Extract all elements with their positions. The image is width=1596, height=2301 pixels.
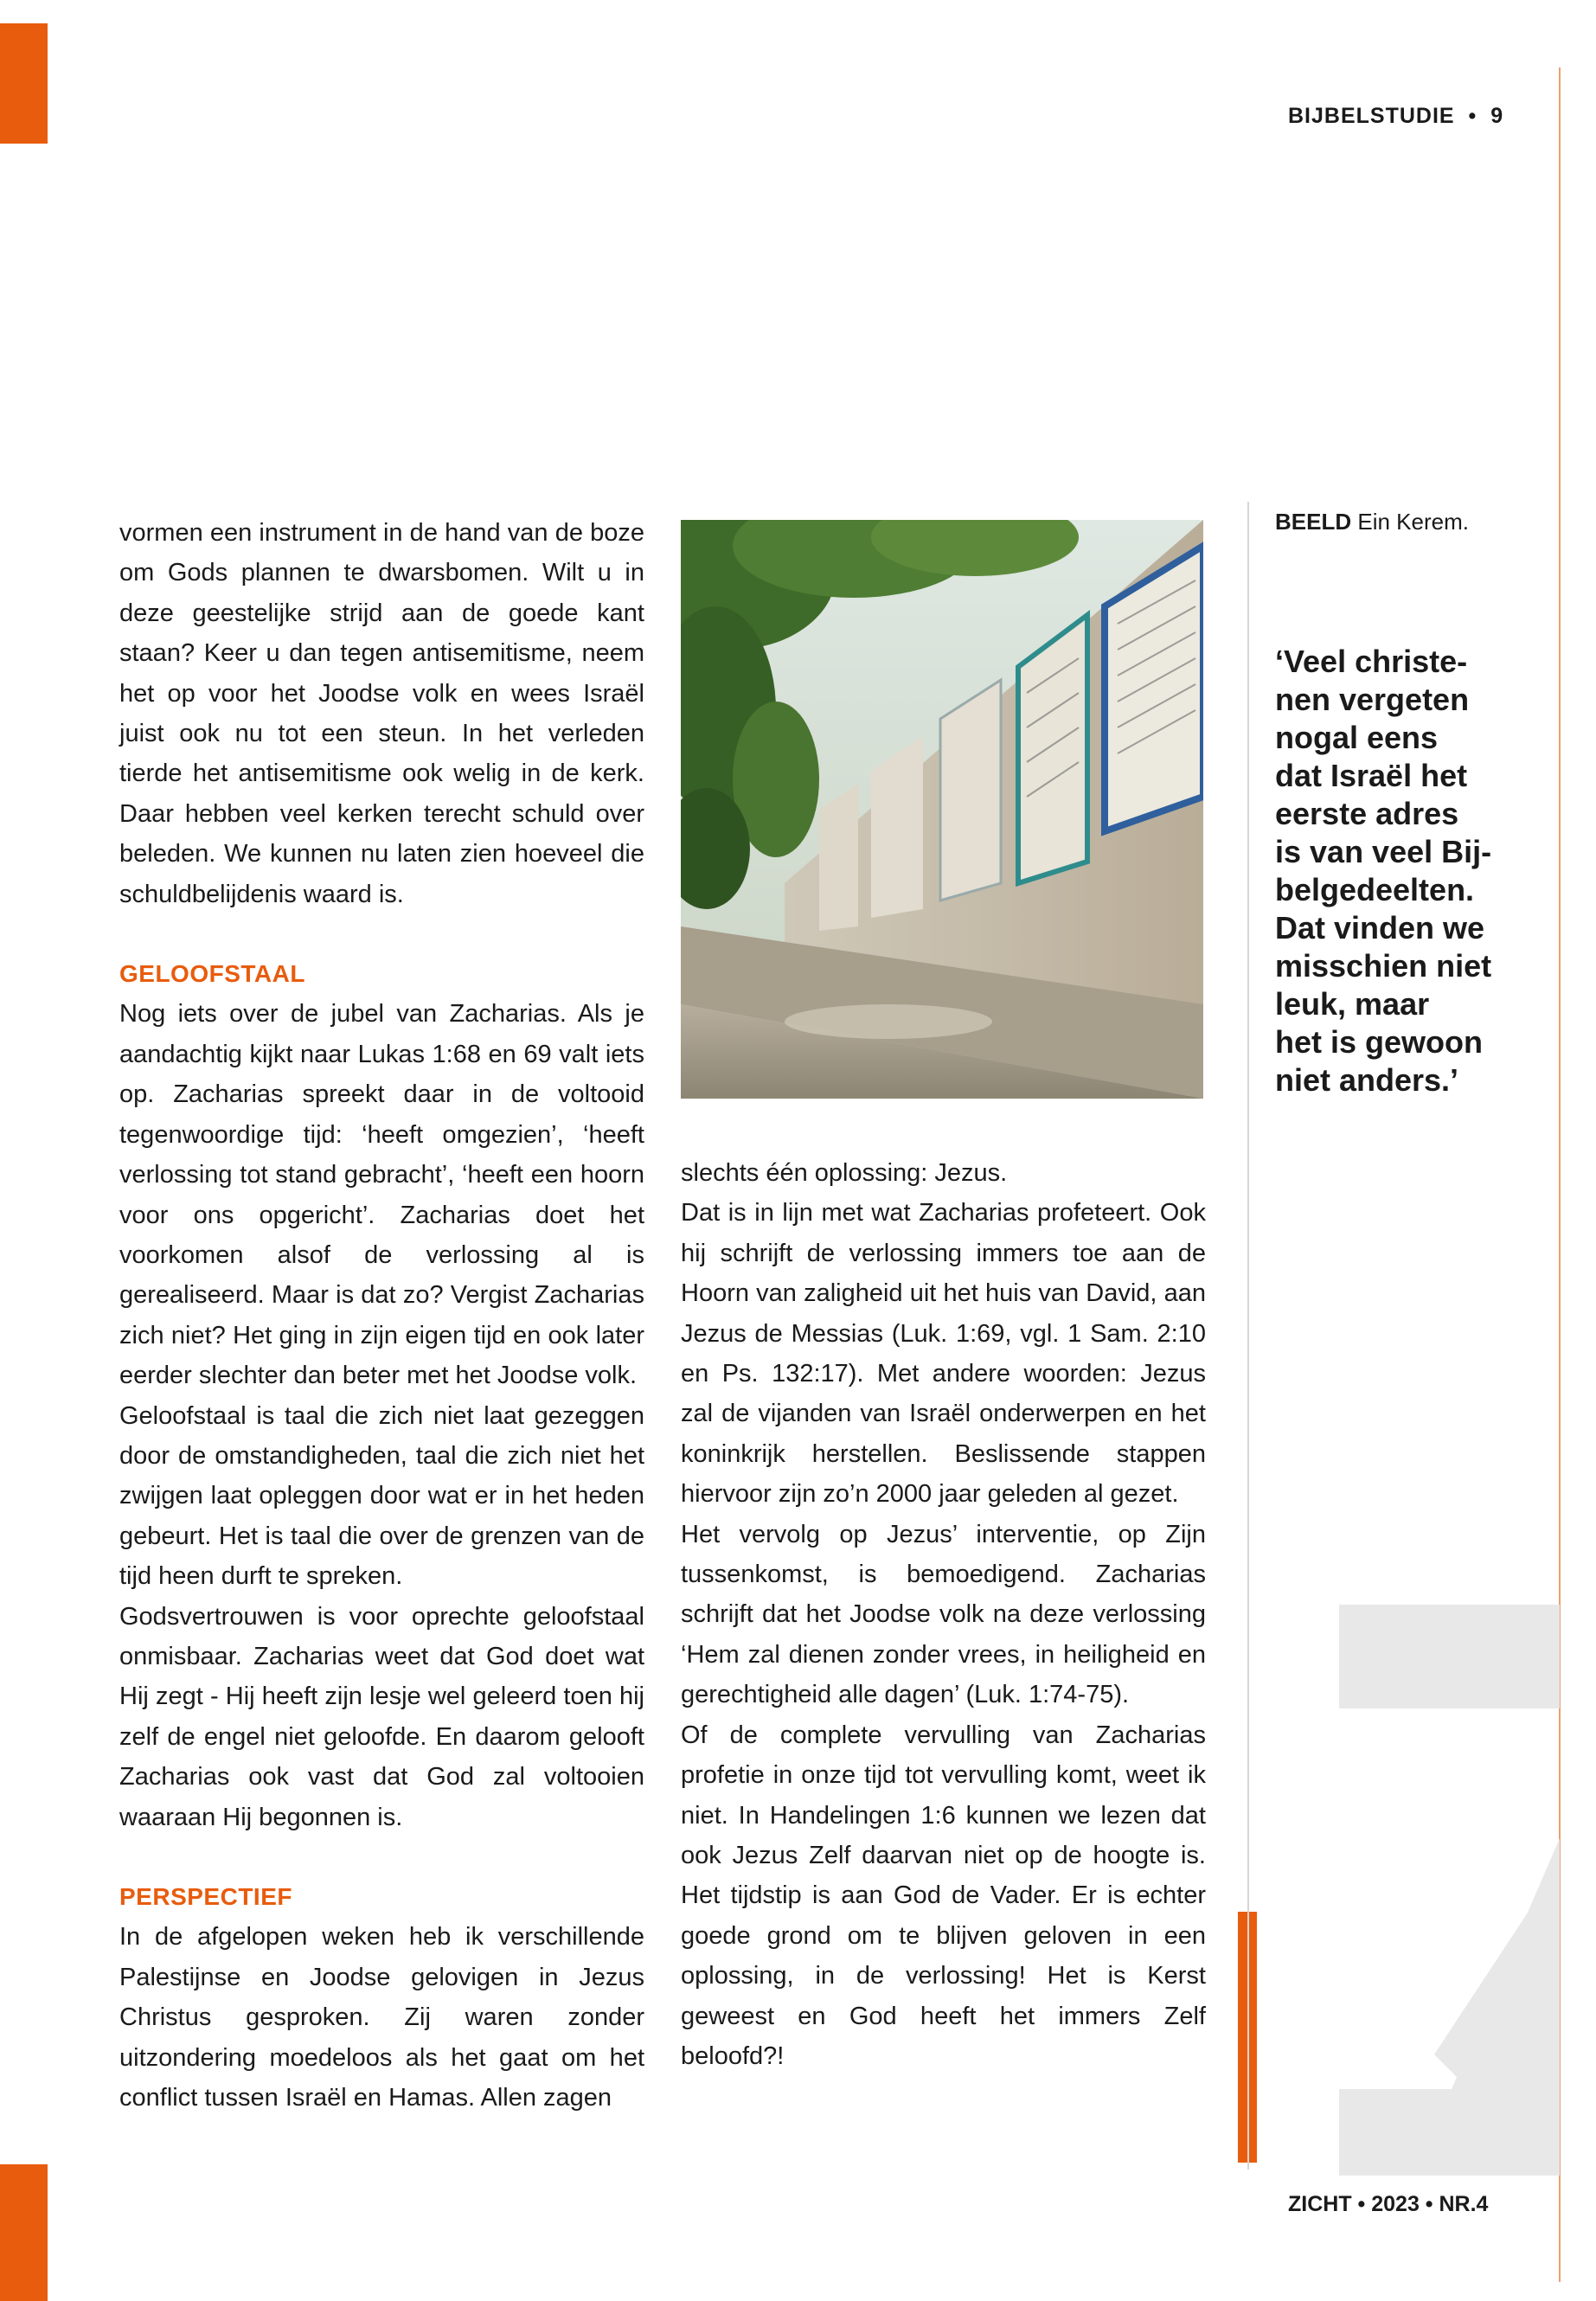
quote-line: eerste adres bbox=[1275, 796, 1459, 831]
quote-line: nogal eens bbox=[1275, 720, 1439, 755]
paragraph: slechts één oplossing: Jezus. bbox=[681, 1159, 1008, 1187]
quote-line: belgedeelten. bbox=[1275, 872, 1475, 907]
text-column-right bbox=[681, 1153, 1206, 2076]
quote-line: Dat vinden we bbox=[1275, 910, 1485, 945]
paragraph: Geloofstaal is taal die zich niet laat gezeggen door de omstandigheden, taal die zich niet het zwijgen laat opleggen door wat er in het heden gebeurt. Het is taal die over de grenzen van de tijd heen durft te spreken. bbox=[119, 1401, 644, 1591]
photo-ein-kerem bbox=[681, 520, 1203, 1099]
quote-line: nen vergeten bbox=[1275, 682, 1470, 717]
paragraph: vormen een instrument in de hand van de boze om Gods plannen te dwarsbomen. Wilt u in deze geestelijke strijd aan de goede kant staan? Keer u dan tegen antisemitisme, neem het op voor het Joodse volk en wees Israël juist ook nu tot een steun. In het verleden tierde het antisemitisme ook welig in de kerk. Daar hebben veel kerken terecht schuld over beleden. We kunnen nu laten zien hoeveel die schuldbelijdenis waard is. bbox=[119, 519, 644, 908]
running-header bbox=[1288, 104, 1503, 129]
sidebar-rule bbox=[1247, 502, 1249, 2170]
quote-line: het is gewoon bbox=[1275, 1024, 1484, 1060]
photo-caption bbox=[1275, 509, 1469, 535]
quote-line: ‘Veel christe- bbox=[1275, 644, 1468, 679]
paragraph: Godsvertrouwen is voor oprechte geloofstaal onmisbaar. Zacharias weet dat God doet wat Hij zegt - Hij heeft zijn lesje wel geleerd toen hij zelf de engel niet geloofde. En daarom gelooft Zacharias ook vast dat God zal voltooien waaraan Hij begonnen is. bbox=[119, 1602, 644, 1831]
section-heading-geloofstaal: GELOOFSTAAL bbox=[119, 960, 305, 988]
page-number: 9 bbox=[1490, 104, 1504, 128]
section-heading-perspectief: PERSPECTIEF bbox=[119, 1883, 292, 1910]
section-title: BIJBELSTUDIE bbox=[1288, 104, 1455, 128]
accent-bar-top-left bbox=[0, 23, 48, 144]
header-separator: • bbox=[1468, 104, 1477, 128]
paragraph: Dat is in lijn met wat Zacharias profeteert. Ook hij schrijft de verlossing immers toe aan de Hoorn van zaligheid uit het huis van David, aan Jezus de Messias (Luk. 1:69, vgl. 1 Sam. 2:10 en Ps. 132:17). Met andere woorden: Jezus zal de vijanden van Israël onderwerpen en het koninkrijk herstellen. Beslissende stappen hiervoor zijn zo’n 2000 jaar geleden al gezet. bbox=[681, 1199, 1206, 1509]
text-column-left bbox=[119, 513, 644, 2118]
quote-line: leuk, maar bbox=[1275, 986, 1430, 1022]
paragraph: In de afgelopen weken heb ik verschillende Palestijnse en Joodse gelovigen in Jezus Christus gesproken. Zij waren zonder uitzondering moedeloos als het gaat om het conflict tussen Israël en Hamas. Allen zagen bbox=[119, 1923, 644, 2112]
pull-quote bbox=[1275, 643, 1500, 1099]
caption-label: BEELD bbox=[1275, 509, 1352, 535]
caption-text: Ein Kerem. bbox=[1357, 509, 1469, 535]
decorative-z-graphic bbox=[1339, 1605, 1560, 2176]
quote-line: dat Israël het bbox=[1275, 758, 1468, 793]
paragraph: Het vervolg op Jezus’ interventie, op Zijn tussenkomst, is bemoedigend. Zacharias schrijft dat het Joodse volk na deze verlossing ‘Hem zal dienen zonder vrees, in heiligheid en gerechtigheid alle dagen’ (Luk. 1:74-75). bbox=[681, 1520, 1206, 1709]
running-footer: ZICHT • 2023 • NR.4 bbox=[1288, 2192, 1489, 2216]
accent-bar-bottom-left bbox=[0, 2164, 48, 2301]
paragraph: Of de complete vervulling van Zacharias profetie in onze tijd tot vervulling komt, weet ik niet. In Handelingen 1:6 kunnen we lezen dat ook Jezus Zelf daarvan niet op de hoogte is. Het tijdstip is aan God de Vader. Er is echter goede grond om te blijven geloven in een oplossing, in de verlossing! Het is Kerst geweest en God heeft het immers Zelf beloofd?! bbox=[681, 1721, 1206, 2070]
quote-line: misschien niet bbox=[1275, 948, 1492, 984]
paragraph: Nog iets over de jubel van Zacharias. Als je aandachtig kijkt naar Lukas 1:68 en 69 valt iets op. Zacharias spreekt daar in de voltooid tegenwoordige tijd: ‘heeft omgezien’, ‘heeft verlossing tot stand gebracht’, ‘heeft een hoorn voor ons opgericht’. Zacharias doet het voorkomen alsof de verlossing al is gerealiseerd. Maar is dat zo? Vergist Zacharias zich niet? Het ging in zijn eigen tijd en ook later eerder slechter dan beter met het Joodse volk. bbox=[119, 1000, 644, 1390]
quote-line: is van veel Bij- bbox=[1275, 834, 1492, 869]
quote-line: niet anders.’ bbox=[1275, 1062, 1459, 1098]
